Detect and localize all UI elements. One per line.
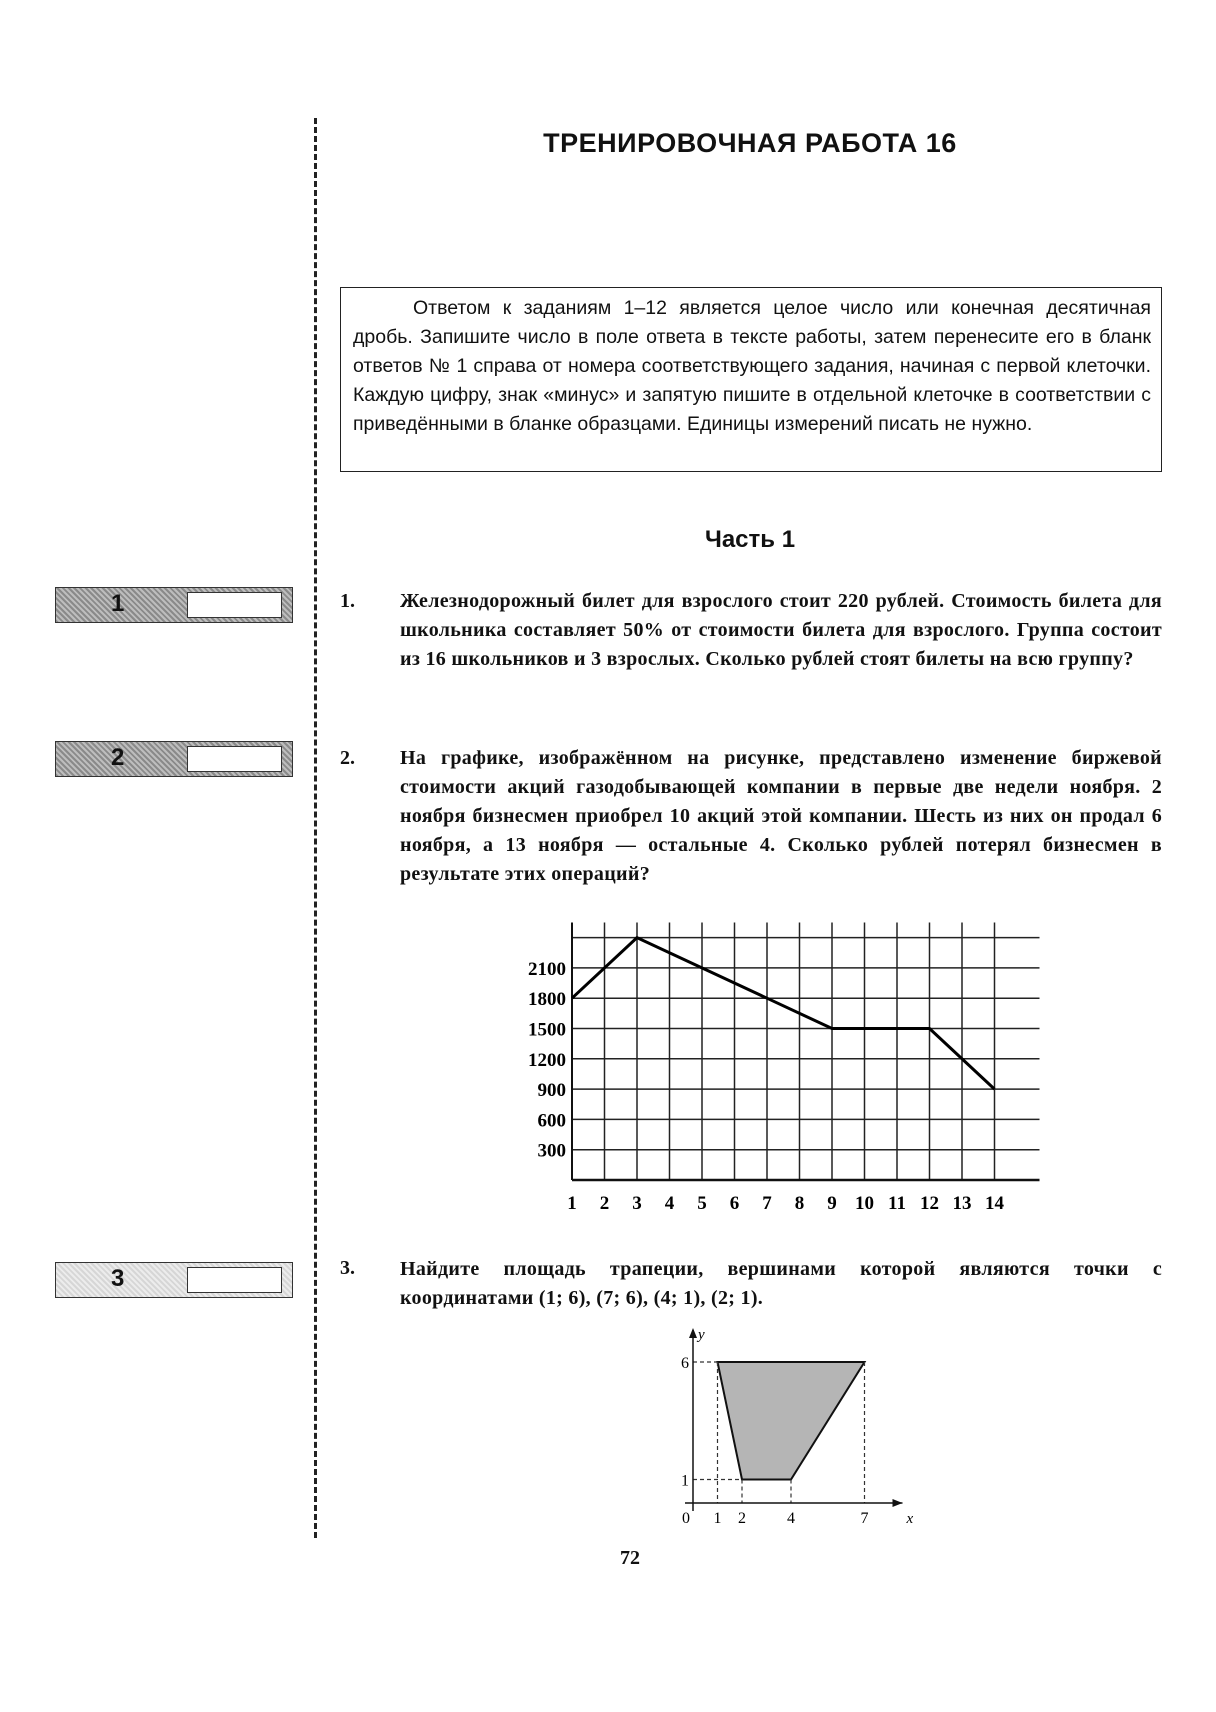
x-tick-label: 12 (920, 1193, 939, 1214)
x-tick-label: 4 (664, 1193, 675, 1214)
x-tick-label: 9 (827, 1193, 837, 1214)
x-tick-label: 8 (794, 1193, 805, 1214)
stock-price-chart (500, 905, 1060, 1215)
answer-box-3 (55, 1262, 293, 1298)
x-axis-arrow (893, 1499, 903, 1507)
y-tick-label: 2100 (528, 958, 566, 980)
y-axis-label: y (698, 1327, 705, 1343)
x-tick-label: 10 (855, 1193, 874, 1214)
page-number: 72 (620, 1547, 640, 1569)
y-tick-label: 900 (537, 1080, 566, 1102)
x-tick-label: 1 (567, 1193, 577, 1214)
x-tick-label: 4 (787, 1510, 795, 1527)
trapezoid-figure (670, 1325, 920, 1530)
y-tick-label: 600 (537, 1110, 566, 1132)
answer-cell[interactable] (187, 592, 282, 618)
x-tick-label: 1 (713, 1510, 722, 1527)
part-title: Часть 1 (704, 526, 796, 553)
answer-box-number: 2 (111, 744, 125, 771)
x-tick-label: 2 (738, 1510, 746, 1527)
task-number: 2. (340, 747, 355, 769)
page-title: ТРЕНИРОВОЧНАЯ РАБОТА 16 (543, 128, 957, 158)
answer-box-number: 1 (111, 590, 125, 617)
y-tick-label: 300 (537, 1140, 566, 1162)
x-axis-label: x (906, 1511, 914, 1527)
task-number: 1. (340, 590, 355, 612)
price-line (572, 938, 995, 1090)
answer-box-1 (55, 587, 293, 623)
x-tick-label: 2 (599, 1193, 610, 1214)
x-tick-label: 3 (632, 1193, 642, 1214)
y-axis-arrow (689, 1328, 697, 1338)
task-2-text: На графике, изображённом на рисунке, представлено изменение биржевой стоимости акций газодобывающей компании в первые две недели ноября. 2 ноября бизнесмен приобрел 10 акций этой компании. Шесть из них он продал 6 ноября, а 13 ноября — остальные 4. Сколько рублей потерял бизнесмен в результате этих операций? (400, 747, 1162, 885)
y-tick-label: 1 (681, 1472, 689, 1490)
y-tick-label: 6 (681, 1355, 689, 1372)
trapezoid (718, 1362, 865, 1480)
y-tick-label: 1500 (528, 1019, 566, 1041)
x-tick-label: 13 (952, 1193, 972, 1214)
x-tick-label: 6 (729, 1193, 740, 1214)
x-tick-label: 7 (762, 1193, 772, 1214)
x-tick-label: 14 (985, 1193, 1004, 1214)
task-3-text: Найдите площадь трапеции, вершинами которой являются точки с координатами (1; 6), (7; 6), (4; 1), (2; 1). (400, 1258, 1162, 1309)
task-number: 3. (340, 1257, 355, 1279)
y-tick-label: 1200 (528, 1049, 566, 1071)
answer-box-number: 3 (111, 1265, 125, 1292)
x-tick-label: 5 (697, 1193, 707, 1214)
y-tick-label: 1800 (528, 989, 566, 1011)
x-tick-label: 7 (860, 1510, 869, 1527)
task-1-text: Железнодорожный билет для взрослого стоит 220 рублей. Стоимость билета для школьника составляет 50% от стоимости билета для взрослого. Группа состоит из 16 школьников и 3 взрослых. Сколько рублей стоят билеты на всю группу? (400, 590, 1162, 670)
answer-cell[interactable] (187, 746, 282, 772)
answer-box-2 (55, 741, 293, 777)
cut-line (314, 118, 317, 1538)
answer-cell[interactable] (187, 1267, 282, 1293)
x-tick-label: 11 (888, 1193, 906, 1214)
origin-label: 0 (682, 1510, 690, 1527)
instructions-box: Ответом к заданиям 1–12 является целое число или конечная десятичная дробь. Запишите число в поле ответа в тексте работы, затем перенесите его в бланк ответов № 1 справа от номера соответствующего задания, начиная с первой клеточки. Каждую цифру, знак «минус» и запятую пишите в отдельной клеточке в соответствии с приведёнными в бланке образцами. Единицы измерений писать не нужно. (340, 287, 1162, 472)
